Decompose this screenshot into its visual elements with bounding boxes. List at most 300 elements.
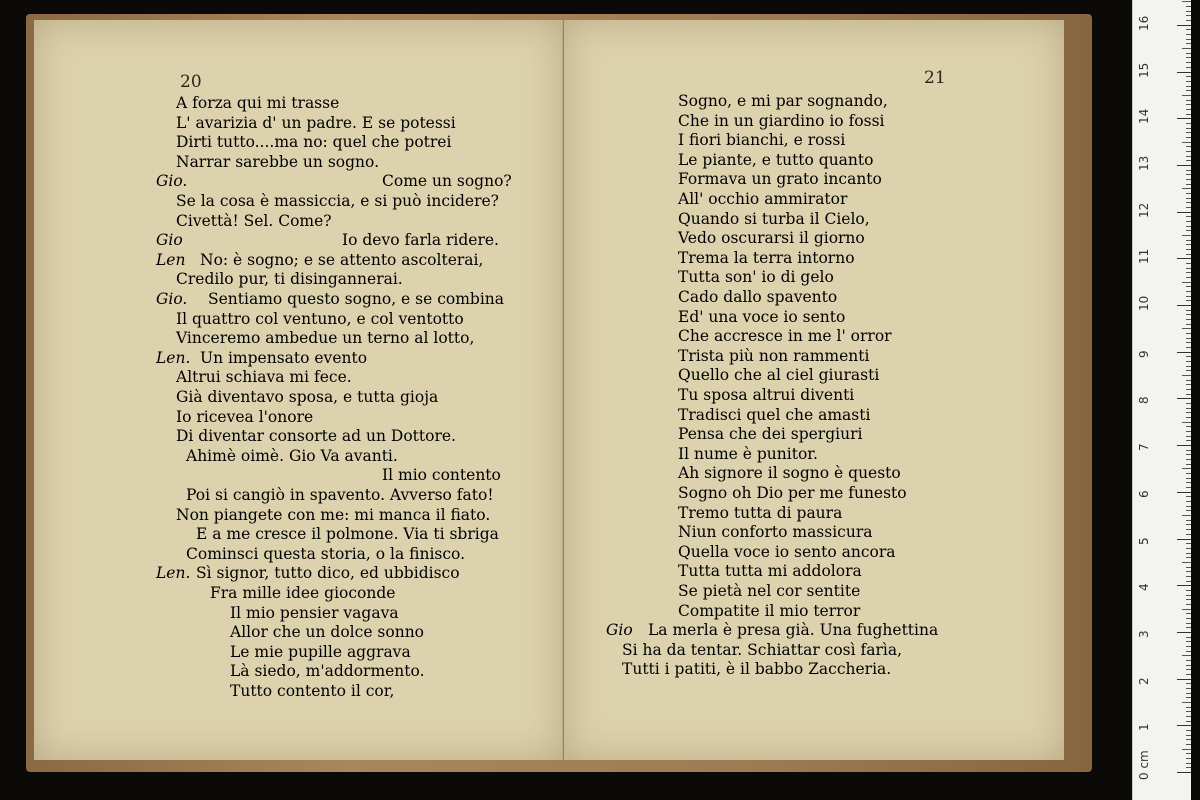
ruler-tick: [1186, 207, 1191, 208]
ruler-tick: [1186, 34, 1191, 35]
ruler-tick: [1182, 282, 1191, 283]
ruler-tick: [1186, 90, 1191, 91]
ruler-tick: [1186, 487, 1191, 488]
line-text: Sogno oh Dio per me funesto: [678, 484, 907, 502]
ruler-tick: [1186, 571, 1191, 572]
line-text: Fra mille idee gioconde: [210, 584, 396, 602]
line-text: Se pietà nel cor sentite: [678, 582, 861, 600]
text-line: [678, 562, 862, 582]
ruler-tick: [1186, 286, 1191, 287]
ruler-tick: [1182, 142, 1191, 143]
line-text: Tutto contento il cor,: [230, 682, 395, 700]
text-line: [176, 114, 456, 134]
ruler-tick: [1186, 711, 1191, 712]
text-line: [186, 447, 398, 467]
line-text: Quello che al ciel giurasti: [678, 366, 880, 385]
ruler-tick: [1177, 585, 1191, 586]
ruler-tick: [1186, 240, 1191, 241]
ruler-tick: [1177, 118, 1191, 119]
ruler-tick: [1186, 347, 1191, 348]
ruler-tick: [1186, 338, 1191, 339]
ruler-tick: [1186, 179, 1191, 180]
ruler-tick: [1186, 76, 1191, 77]
text-line: [230, 643, 411, 663]
ruler-tick: [1186, 268, 1191, 269]
line-text: Le piante, e tutto quanto: [678, 150, 874, 169]
ruler-tick: [1186, 137, 1191, 138]
ruler-tick: [1186, 53, 1191, 54]
ruler-tick: [1186, 11, 1191, 12]
ruler-tick: [1186, 132, 1191, 133]
line-text: A forza qui mi trasse: [176, 94, 340, 112]
ruler-tick: [1186, 20, 1191, 21]
ruler-tick: [1186, 646, 1191, 647]
line-text: Tutti i patiti, è il babbo Zaccheria.: [622, 660, 892, 679]
line-text: Il mio contento: [382, 466, 501, 485]
line-text: Civettà! Sel. Come?: [176, 211, 332, 230]
ruler-tick: [1186, 123, 1191, 124]
ruler-tick: [1186, 6, 1191, 7]
line-text: Pensa che dei spergiuri: [678, 425, 863, 444]
text-line: [156, 348, 368, 369]
ruler-tick: [1182, 235, 1191, 236]
line-text: L' avarizia d' un padre. E se potessi: [176, 113, 456, 132]
ruler-tick: [1182, 468, 1191, 469]
line-text: Che in un giardino io fossi: [678, 111, 885, 130]
text-line: [678, 229, 865, 249]
ruler-tick: [1186, 114, 1191, 115]
ruler-number: 16: [1137, 15, 1151, 31]
ruler-tick: [1182, 515, 1191, 516]
line-text: Le mie pupille aggrava: [230, 642, 411, 661]
text-line: [186, 486, 494, 506]
text-line: [678, 210, 870, 230]
text-line: [176, 192, 499, 212]
text-line: [678, 190, 847, 210]
ruler-tick: [1177, 772, 1191, 773]
ruler-number: 10: [1137, 295, 1151, 311]
line-text: Cado dallo spavento: [678, 288, 838, 306]
text-line: [678, 170, 882, 190]
ruler-tick: [1186, 146, 1191, 147]
text-line: [176, 388, 438, 408]
speaker-label: Gio.: [156, 172, 188, 191]
ruler-tick: [1186, 15, 1191, 16]
text-line: [176, 270, 403, 290]
ruler-tick: [1186, 230, 1191, 231]
ruler-number: 3: [1137, 630, 1151, 638]
ruler-tick: [1186, 342, 1191, 343]
text-line: [678, 92, 888, 112]
ruler-tick: [1186, 496, 1191, 497]
text-line: [678, 366, 879, 386]
ruler-tick: [1186, 510, 1191, 511]
line-text: No: è sogno; e se attento ascolterai,: [200, 250, 484, 269]
ruler-unit: 0 cm: [1137, 750, 1151, 780]
text-line: [678, 151, 873, 171]
ruler-tick: [1182, 1, 1191, 2]
ruler-tick: [1186, 688, 1191, 689]
text-line: [678, 268, 834, 288]
ruler-number: 4: [1137, 583, 1151, 592]
ruler-tick: [1182, 188, 1191, 189]
ruler-tick: [1186, 529, 1191, 530]
ruler-tick: [1186, 221, 1191, 222]
ruler-tick: [1186, 473, 1191, 474]
ruler-tick: [1186, 86, 1191, 87]
line-text: Allor che un dolce sonno: [230, 623, 425, 642]
line-text: Sentiamo questo sogno, e se combina: [208, 290, 505, 308]
ruler-tick: [1186, 314, 1191, 315]
ruler-tick: [1182, 702, 1191, 703]
ruler-tick: [1186, 29, 1191, 30]
ruler-tick: [1186, 553, 1191, 554]
ruler-tick: [1186, 156, 1191, 157]
ruler-tick: [1186, 693, 1191, 694]
line-text: Il nume è punitor.: [678, 444, 818, 463]
text-line: [176, 427, 456, 447]
text-line: [156, 290, 505, 310]
ruler-tick: [1186, 296, 1191, 297]
ruler-tick: [1186, 763, 1191, 764]
text-line: [678, 445, 818, 465]
ruler-tick: [1186, 618, 1191, 619]
text-line: [622, 641, 902, 661]
ruler-tick: [1186, 767, 1191, 768]
ruler-tick: [1186, 291, 1191, 292]
line-text: Credilo pur, ti disingannerai.: [176, 270, 403, 289]
text-line: [678, 406, 870, 426]
ruler-tick: [1182, 609, 1191, 610]
text-line: [678, 543, 896, 563]
text-line: [210, 584, 395, 604]
ruler-tick: [1186, 174, 1191, 175]
text-line: [678, 308, 845, 328]
line-text: Io devo farla ridere.: [342, 231, 499, 250]
line-text: Niun conforto massicura: [678, 523, 873, 542]
line-text: Là siedo, m'addormento.: [230, 662, 425, 681]
ruler-tick: [1182, 48, 1191, 49]
speaker-label: Len.: [156, 348, 191, 367]
ruler-tick: [1186, 450, 1191, 451]
line-text: Come un sogno?: [382, 172, 512, 191]
ruler-tick: [1177, 539, 1191, 540]
line-text: Un impensato evento: [200, 348, 368, 367]
ruler-tick: [1186, 576, 1191, 577]
line-text: Il mio pensier vagava: [230, 603, 399, 622]
ruler-tick: [1186, 170, 1191, 171]
ruler-tick: [1177, 212, 1191, 213]
ruler-tick: [1186, 431, 1191, 432]
ruler-tick: [1177, 632, 1191, 633]
ruler-number: 12: [1137, 202, 1151, 218]
line-text: I fiori bianchi, e rossi: [678, 131, 846, 150]
ruler-tick: [1186, 501, 1191, 502]
left-page-number: 20: [180, 72, 202, 92]
ruler-tick: [1186, 454, 1191, 455]
ruler-tick: [1186, 683, 1191, 684]
line-text: Altrui schiava mi fece.: [176, 368, 352, 387]
ruler-tick: [1186, 581, 1191, 582]
text-line: [156, 250, 484, 271]
text-line: [176, 506, 490, 526]
ruler-tick: [1186, 67, 1191, 68]
line-text: Tutta son' io di gelo: [678, 268, 834, 287]
ruler-tick: [1186, 707, 1191, 708]
line-text: All' occhio ammirator: [678, 190, 848, 208]
ruler-tick: [1186, 716, 1191, 717]
ruler-tick: [1182, 328, 1191, 329]
ruler-tick: [1182, 95, 1191, 96]
ruler-number: 8: [1137, 396, 1151, 405]
speaker-label: Gio: [606, 621, 633, 640]
ruler-tick: [1186, 459, 1191, 460]
ruler-tick: [1186, 744, 1191, 745]
line-text: Vinceremo ambedue un terno al lotto,: [176, 329, 475, 348]
text-line: [156, 231, 499, 251]
text-line: [678, 484, 907, 504]
ruler-tick: [1177, 352, 1191, 353]
ruler-number: 9: [1137, 350, 1151, 358]
text-line: [678, 523, 873, 543]
ruler-tick: [1186, 739, 1191, 740]
ruler-tick: [1186, 408, 1191, 409]
ruler-tick: [1186, 735, 1191, 736]
ruler-tick: [1186, 417, 1191, 418]
text-line: [156, 172, 512, 192]
text-line: [176, 94, 339, 114]
line-text: Sì signor, tutto dico, ed ubbidisco: [196, 564, 460, 583]
ruler-tick: [1186, 590, 1191, 591]
line-text: Tu sposa altrui diventi: [678, 386, 855, 404]
measurement-ruler: [1132, 0, 1191, 800]
ruler-number: 14: [1137, 108, 1151, 125]
ruler-tick: [1182, 422, 1191, 423]
ruler-tick: [1186, 426, 1191, 427]
ruler-number: 13: [1137, 155, 1151, 171]
ruler-number: 15: [1137, 62, 1151, 78]
ruler-tick: [1186, 403, 1191, 404]
ruler-tick: [1186, 623, 1191, 624]
ruler-tick: [1186, 370, 1191, 371]
text-line: [230, 682, 394, 702]
ruler-tick: [1186, 548, 1191, 549]
line-text: Si ha da tentar. Schiattar così farìa,: [622, 640, 903, 659]
ruler-tick: [1177, 398, 1191, 399]
ruler-tick: [1186, 160, 1191, 161]
ruler-tick: [1186, 557, 1191, 558]
speaker-label: Len.: [156, 564, 191, 583]
ruler-tick: [1186, 627, 1191, 628]
line-text: Quella voce io sento ancora: [678, 542, 896, 561]
ruler-tick: [1186, 604, 1191, 605]
text-line: [678, 327, 892, 347]
line-text: Io ricevea l'onore: [176, 407, 314, 426]
ruler-tick: [1186, 641, 1191, 642]
ruler-tick: [1177, 165, 1191, 166]
line-text: Tutta tutta mi addolora: [678, 562, 862, 581]
ruler-tick: [1186, 674, 1191, 675]
line-text: Il quattro col ventuno, e col ventotto: [176, 309, 464, 328]
ruler-tick: [1186, 595, 1191, 596]
ruler-tick: [1186, 637, 1191, 638]
text-line: [678, 425, 862, 445]
text-line: [678, 602, 860, 622]
ruler-tick: [1186, 104, 1191, 105]
text-line: [382, 466, 501, 486]
ruler-tick: [1186, 249, 1191, 250]
line-text: Ah signore il sogno è questo: [678, 464, 901, 483]
text-line: [176, 212, 332, 232]
ruler-tick: [1186, 272, 1191, 273]
speaker-label: Gio.: [156, 290, 188, 308]
ruler-tick: [1186, 319, 1191, 320]
ruler-tick: [1186, 62, 1191, 63]
ruler-tick: [1186, 660, 1191, 661]
ruler-tick: [1186, 244, 1191, 245]
ruler-tick: [1186, 389, 1191, 390]
text-line: [230, 604, 399, 624]
ruler-tick: [1177, 679, 1191, 680]
ruler-number: 2: [1137, 676, 1151, 685]
ruler-tick: [1186, 361, 1191, 362]
ruler-tick: [1186, 366, 1191, 367]
ruler-tick: [1186, 254, 1191, 255]
text-line: [678, 288, 837, 308]
right-page-number: 21: [924, 68, 946, 88]
ruler-tick: [1186, 412, 1191, 413]
ruler-tick: [1186, 333, 1191, 334]
ruler-tick: [1186, 651, 1191, 652]
line-text: Ahimè oimè. Gio Va avanti.: [186, 446, 398, 465]
line-text: Poi si cangiò in spavento. Avverso fato!: [186, 486, 494, 504]
ruler-tick: [1186, 193, 1191, 194]
text-line: [678, 347, 869, 367]
ruler-tick: [1186, 440, 1191, 441]
line-text: Tradisci quel che amasti: [678, 405, 871, 424]
line-text: Narrar sarebbe un sogno.: [176, 152, 379, 171]
ruler-tick: [1182, 562, 1191, 563]
text-line: [678, 131, 845, 151]
ruler-tick: [1182, 749, 1191, 750]
ruler-tick: [1182, 375, 1191, 376]
ruler-tick: [1186, 310, 1191, 311]
line-text: Formava un grato incanto: [678, 170, 882, 189]
speaker-label: Gio: [156, 231, 183, 250]
text-line: [678, 112, 885, 132]
speaker-label: Len: [156, 250, 186, 269]
ruler-tick: [1177, 72, 1191, 73]
text-line: [156, 564, 460, 584]
line-text: E a me cresce il polmone. Via ti sbriga: [196, 525, 499, 544]
ruler-tick: [1186, 39, 1191, 40]
text-line: [678, 582, 860, 602]
text-line: [176, 329, 474, 349]
ruler-tick: [1186, 81, 1191, 82]
line-text: Tremo tutta di paura: [678, 503, 843, 522]
line-text: Quando si turba il Cielo,: [678, 209, 870, 228]
ruler-tick: [1186, 57, 1191, 58]
ruler-tick: [1186, 758, 1191, 759]
ruler-tick: [1177, 25, 1191, 26]
text-line: [176, 368, 352, 388]
text-line: [176, 408, 313, 428]
ruler-tick: [1186, 226, 1191, 227]
line-text: Trista più non rammenti: [678, 346, 870, 365]
ruler-tick: [1186, 300, 1191, 301]
ruler-number: 7: [1137, 443, 1151, 452]
ruler-tick: [1186, 380, 1191, 381]
ruler-tick: [1186, 599, 1191, 600]
text-line: [606, 621, 939, 641]
ruler-tick: [1186, 543, 1191, 544]
ruler-tick: [1177, 445, 1191, 446]
ruler-tick: [1186, 697, 1191, 698]
ruler-tick: [1186, 534, 1191, 535]
text-line: [176, 153, 379, 173]
line-text: Già diventavo sposa, e tutta gioja: [176, 388, 439, 406]
ruler-number: 5: [1137, 536, 1151, 545]
line-text: Se la cosa è massiccia, e si può incidere?: [176, 192, 499, 210]
text-line: [230, 623, 424, 643]
line-text: Vedo oscurarsi il giorno: [678, 229, 865, 248]
ruler-tick: [1186, 613, 1191, 614]
ruler-tick: [1186, 730, 1191, 731]
ruler-tick: [1186, 464, 1191, 465]
ruler-tick: [1186, 324, 1191, 325]
ruler-tick: [1177, 305, 1191, 306]
ruler-tick: [1186, 436, 1191, 437]
ruler-tick: [1186, 506, 1191, 507]
ruler-tick: [1186, 721, 1191, 722]
ruler-tick: [1186, 198, 1191, 199]
ruler-tick: [1186, 478, 1191, 479]
ruler-tick: [1186, 263, 1191, 264]
line-text: Di diventar consorte ad un Dottore.: [176, 427, 456, 446]
ruler-tick: [1186, 524, 1191, 525]
text-line: [230, 662, 425, 682]
ruler-tick: [1186, 482, 1191, 483]
text-line: [196, 525, 499, 545]
ruler-tick: [1177, 258, 1191, 259]
ruler-tick: [1186, 520, 1191, 521]
ruler-tick: [1186, 151, 1191, 152]
ruler-tick: [1186, 665, 1191, 666]
line-text: Dirti tutto....ma no: quel che potrei: [176, 133, 452, 152]
text-line: [186, 545, 465, 565]
ruler-tick: [1186, 202, 1191, 203]
ruler-number: 1: [1137, 723, 1151, 732]
ruler-tick: [1186, 184, 1191, 185]
ruler-tick: [1186, 43, 1191, 44]
ruler-tick: [1186, 753, 1191, 754]
ruler-tick: [1177, 492, 1191, 493]
ruler-tick: [1186, 356, 1191, 357]
line-text: Cominsci questa storia, o la finisco.: [186, 544, 466, 563]
line-text: Trema la terra intorno: [678, 248, 855, 267]
ruler-tick: [1186, 128, 1191, 129]
ruler-tick: [1186, 394, 1191, 395]
ruler-tick: [1186, 277, 1191, 278]
ruler-tick: [1177, 725, 1191, 726]
line-text: La merla è presa già. Una fughettina: [648, 621, 939, 640]
ruler-tick: [1186, 100, 1191, 101]
ruler-number: 6: [1137, 490, 1151, 498]
line-text: Che accresce in me l' orror: [678, 327, 892, 346]
ruler-tick: [1186, 109, 1191, 110]
ruler-tick: [1186, 567, 1191, 568]
text-line: [622, 660, 891, 680]
